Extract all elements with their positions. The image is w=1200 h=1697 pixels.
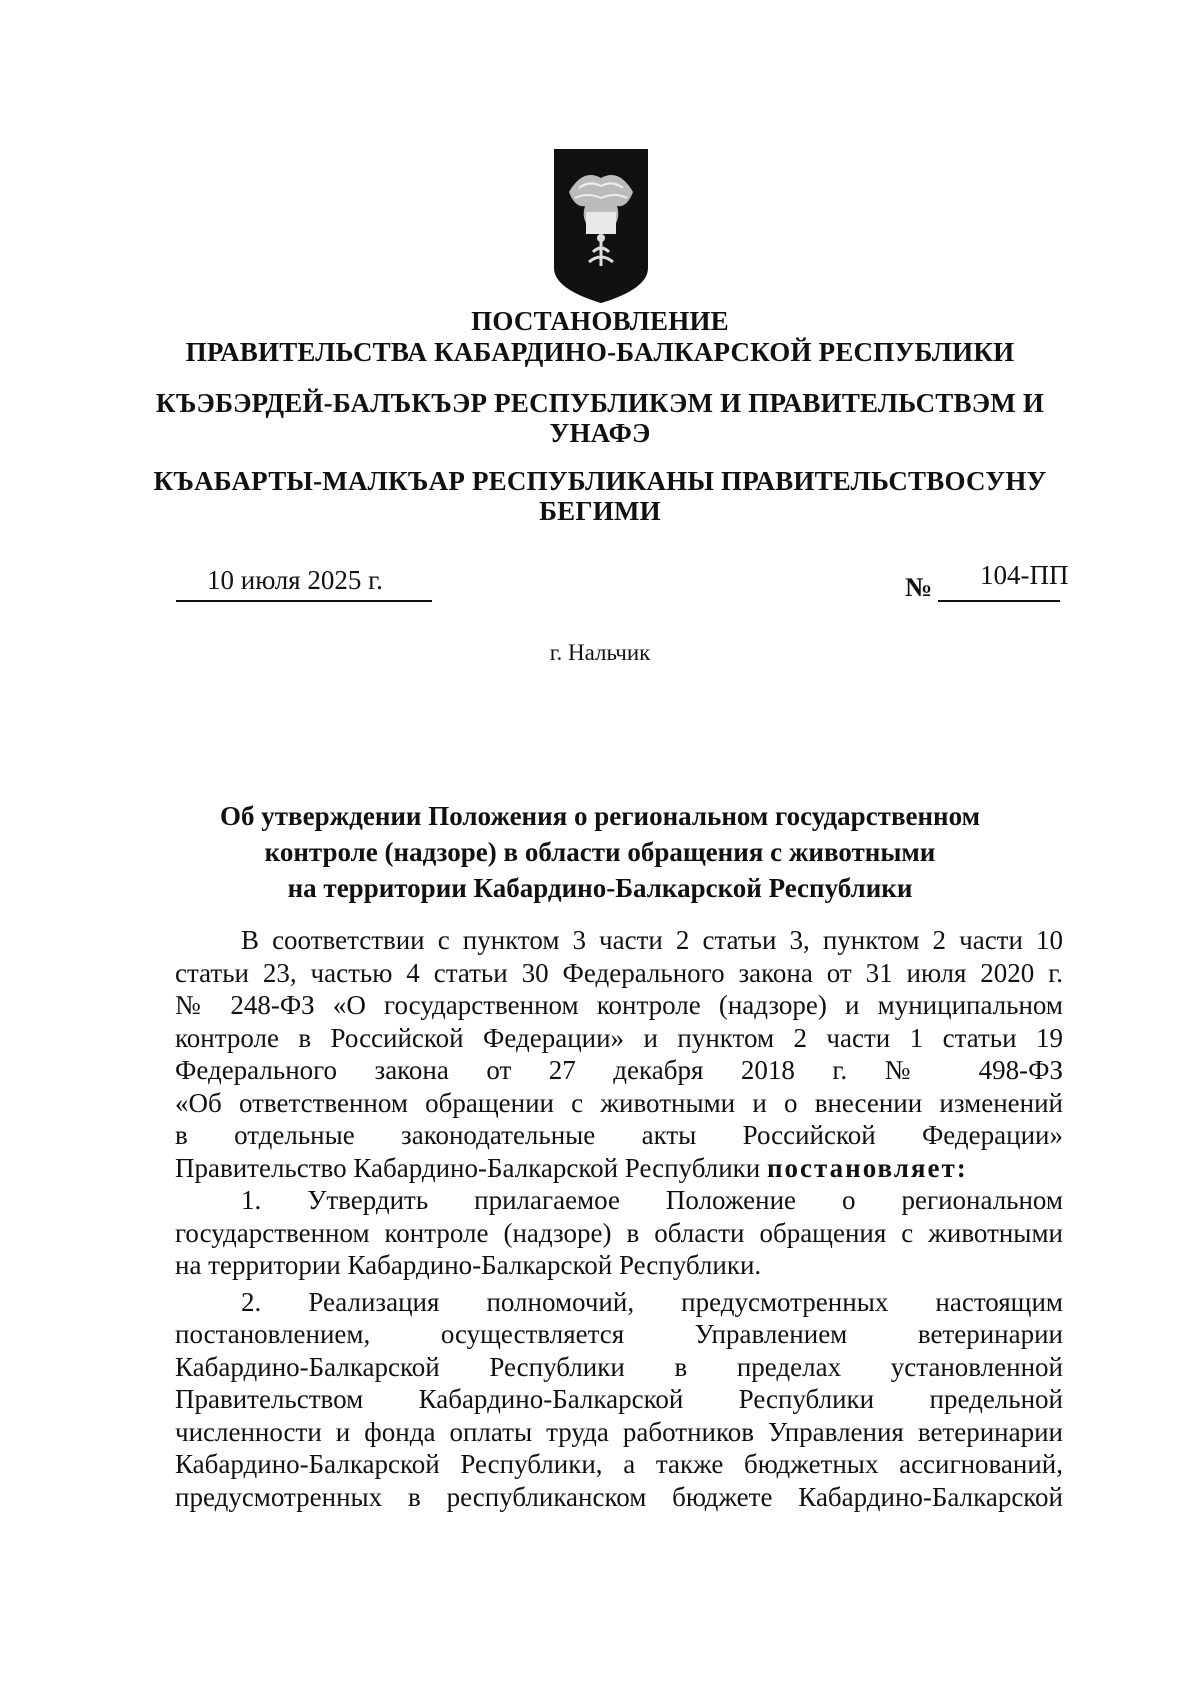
body-line: Правительством Кабардино-Балкарской Республики предельной: [175, 1384, 1063, 1414]
doc-title-line2: контроле (надзоре) в области обращения с животными: [264, 837, 936, 867]
document-body: [175, 924, 1063, 1513]
number-underline: [938, 600, 1060, 602]
body-line: В соответствии с пунктом 3 части 2 статьи 3, пунктом 2 части 10: [241, 925, 1063, 955]
body-line: «Об ответственном обращении с животными и о внесении изменений: [175, 1087, 1063, 1118]
body-line: в отдельные законодательные акты Российской Федерации»: [175, 1120, 1063, 1150]
body-line: контроле в Российской Федерации» и пунктом 2 части 1 статьи 19: [175, 1022, 1063, 1053]
doc-title-line3: на территории Кабардино-Балкарской Республики: [287, 873, 913, 903]
header-balkar-line2: БЕГИМИ: [539, 496, 661, 526]
header-kabardian-line1: КЪЭБЭРДЕЙ-БАЛЪКЪЭР РЕСПУБЛИКЭМ И ПРАВИТЕЛЬСТВЭМ И: [155, 388, 1045, 418]
header-title-line1: ПОСТАНОВЛЕНИЕ: [471, 306, 729, 336]
body-line: Федерального закона от 27 декабря 2018 г. № 498-ФЗ: [175, 1055, 1063, 1085]
resolution-prefix: Правительство Кабардино-Балкарской Республики: [175, 1152, 767, 1183]
number-sign: №: [905, 572, 933, 602]
body-line: постановлением, осуществляется Управлением ветеринарии: [175, 1319, 1063, 1349]
document-date: 10 июля 2025 г.: [207, 565, 383, 595]
body-line: 2. Реализация полномочий, предусмотренных настоящим: [241, 1286, 1063, 1317]
body-line: Кабардино-Балкарской Республики в пределах установленной: [175, 1351, 1063, 1382]
body-line-resolution: [175, 1152, 1063, 1185]
header-balkar-line1: КЪАБАРТЫ-МАЛКЪАР РЕСПУБЛИКАНЫ ПРАВИТЕЛЬСТВОСУНУ: [153, 466, 1047, 496]
body-line: численности и фонда оплаты труда работников Управления ветеринарии: [175, 1416, 1063, 1447]
city-name: г. Нальчик: [549, 640, 651, 665]
body-line: статьи 23, частью 4 статьи 30 Федерального закона от 31 июля 2020 г.: [175, 957, 1063, 988]
body-line: предусмотренных в республиканском бюджете Кабардино-Балкарской: [175, 1481, 1063, 1512]
resolution-keyword: постановляет:: [767, 1152, 968, 1183]
date-underline: [176, 600, 432, 602]
body-line: на территории Кабардино-Балкарской Республики.: [175, 1250, 762, 1280]
body-line: № 248-ФЗ «О государственном контроле (надзоре) и муниципальном: [175, 990, 1063, 1020]
header-title-line2: ПРАВИТЕЛЬСТВА КАБАРДИНО-БАЛКАРСКОЙ РЕСПУБЛИКИ: [185, 337, 1015, 367]
doc-title-line1: Об утверждении Положения о региональном государственном: [220, 801, 980, 831]
body-line: 1. Утвердить прилагаемое Положение о региональном: [241, 1185, 1063, 1215]
body-line: государственном контроле (надзоре) в области обращения с животными: [175, 1217, 1063, 1248]
body-line: Кабардино-Балкарской Республики, а также бюджетных ассигнований,: [175, 1449, 1063, 1479]
header-kabardian-line2: УНАФЭ: [549, 418, 651, 448]
document-number: 104-ПП: [980, 560, 1069, 590]
coat-of-arms-emblem: [553, 148, 649, 304]
